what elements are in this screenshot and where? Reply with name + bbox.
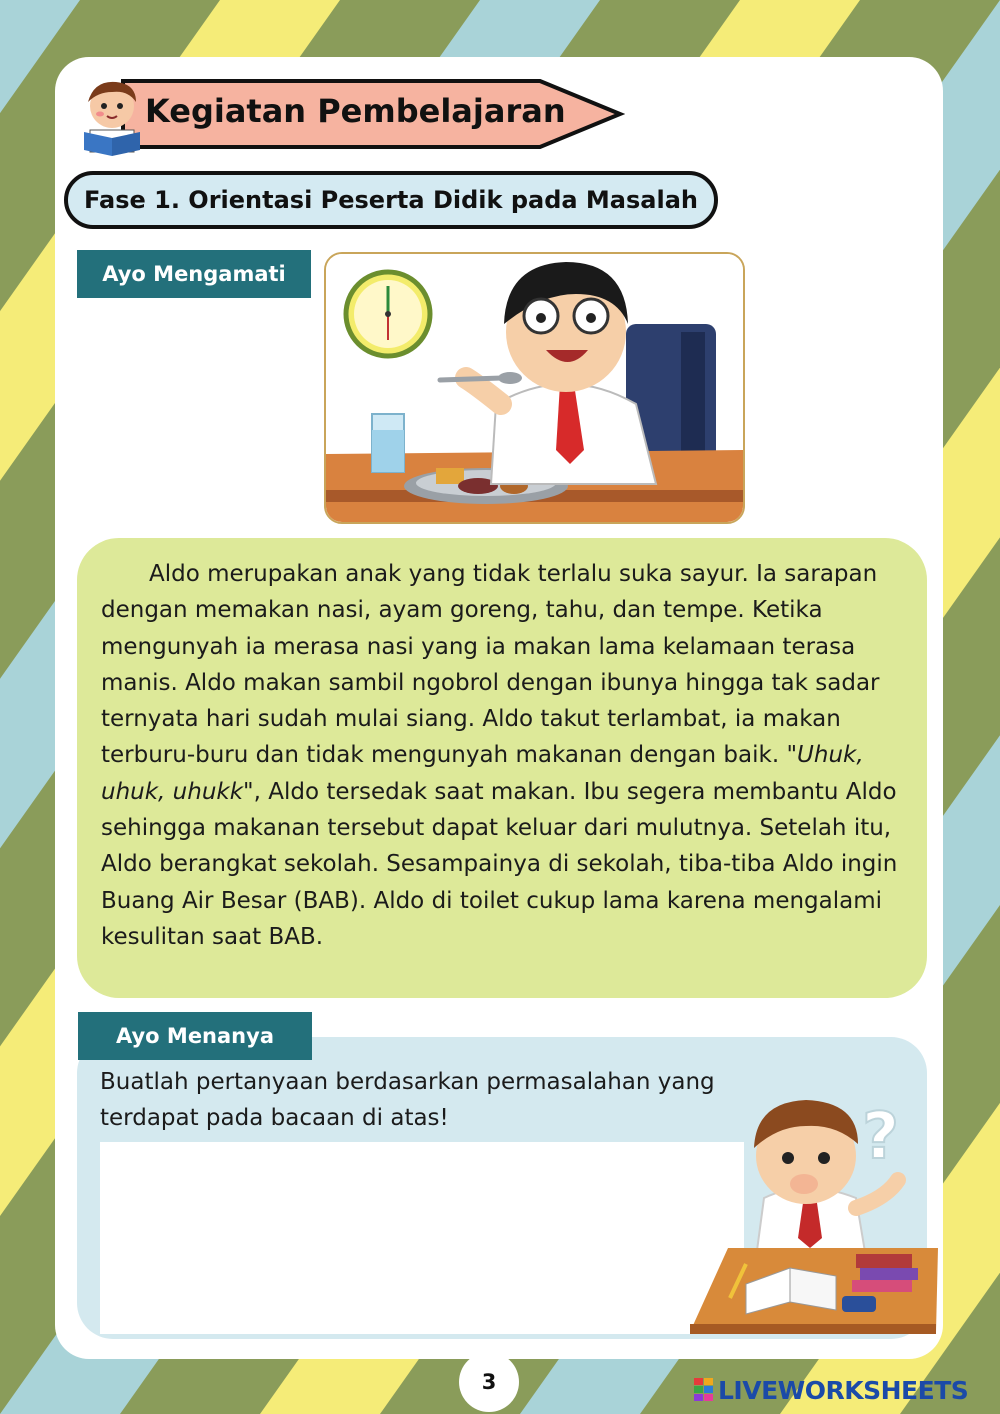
observe-label: Ayo Mengamati (77, 250, 311, 298)
phase-heading (64, 171, 718, 229)
story-text-part-1: Aldo merupakan anak yang tidak terlalu suka sayur. Ia sarapan dengan memakan nasi, ayam goreng, tahu, dan tempe. Ketika mengunyah ia merasa nasi yang ia makan lama kelamaan terasa manis. Aldo makan sambil ngobrol dengan ibunya hingga tak sadar ternyata hari sudah mulai siang. Aldo takut terlambat, ia makan terburu-buru dan tidak mengunyah makanan dengan baik. " (101, 561, 880, 769)
page-title: Kegiatan Pembelajaran (145, 92, 566, 130)
breakfast-illustration (324, 252, 745, 524)
wall-clock-icon (346, 272, 430, 356)
liveworksheets-text: LIVEWORKSHEETS (718, 1375, 969, 1405)
story-box (77, 538, 927, 998)
ask-instruction: Buatlah pertanyaan berdasarkan permasalahan yang terdapat pada bacaan di atas! (100, 1069, 715, 1131)
svg-text:?: ? (862, 1100, 900, 1174)
phase-heading-text: Fase 1. Orientasi Peserta Didik pada Masalah (84, 186, 698, 214)
question-answer-field[interactable] (100, 1142, 744, 1334)
page-number: 3 (459, 1352, 519, 1412)
story-paragraph (101, 556, 911, 955)
liveworksheets-brand[interactable] (694, 1374, 968, 1406)
story-text-cough: Uhuk, uhuk, uhukk (101, 742, 864, 805)
story-text-part-3: ", Aldo tersedak saat makan. Ibu segera membantu Aldo sehingga makanan tersebut dapat keluar dari mulutnya. Setelah itu, Aldo berangkat sekolah. Sesampainya di sekolah, tiba-tiba Aldo ingin Buang Air Besar (BAB). Aldo di toilet cukup lama karena mengalami kesulitan saat BAB. (101, 778, 898, 950)
thinking-student-illustration (686, 1088, 942, 1338)
ask-label: Ayo Menanya (78, 1012, 312, 1060)
liveworksheets-logo-icon (694, 1378, 714, 1402)
reading-kid-icon (76, 76, 146, 156)
